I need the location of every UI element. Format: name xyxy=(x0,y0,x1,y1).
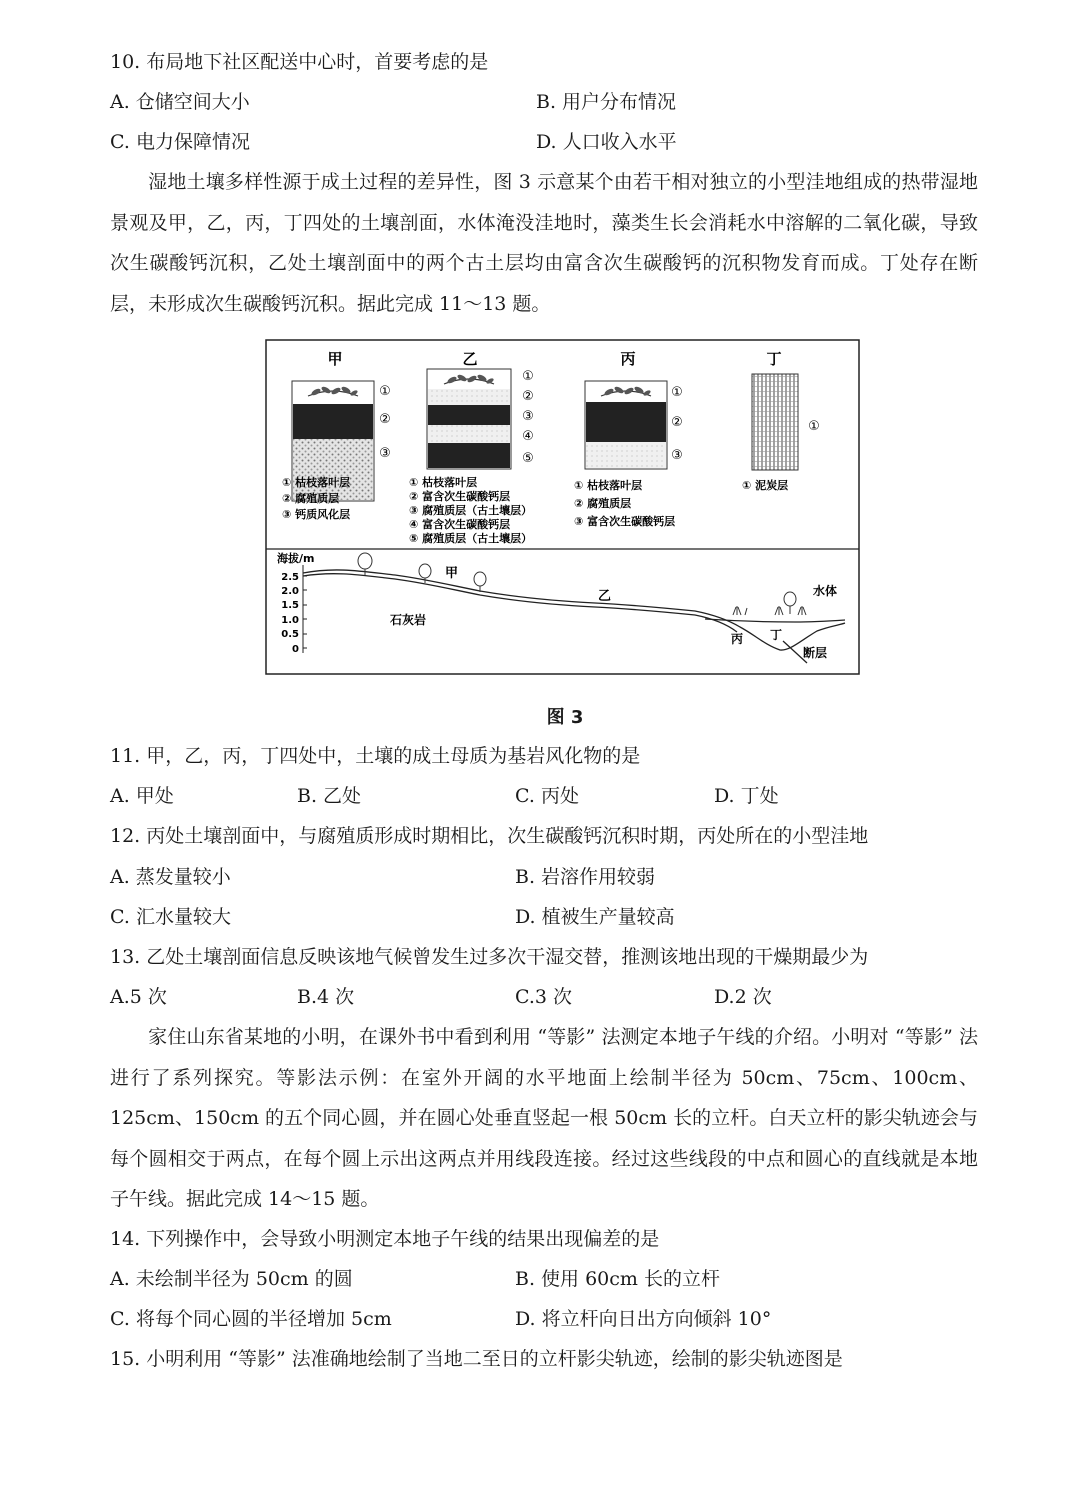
q14-option-b: B. 使用 60cm 长的立杆 xyxy=(515,1268,720,1290)
q10-option-d: D. 人口收入水平 xyxy=(536,131,677,153)
q10-option-b: B. 用户分布情况 xyxy=(536,91,677,113)
q11-stem: 11. 甲，乙，丙，丁四处中，土壤的成土母质为基岩风化物的是 xyxy=(110,745,641,767)
q12-option-d: D. 植被生产量较高 xyxy=(515,906,675,928)
yi-legend-5: ⑤ 腐殖质层（古土壤层） xyxy=(409,532,533,545)
q13-option-a: A.5 次 xyxy=(110,986,167,1008)
q13-option-d: D.2 次 xyxy=(714,986,772,1008)
jia-legend-3: ③ 钙质风化层 xyxy=(282,508,351,521)
q11-option-c: C. 丙处 xyxy=(515,785,579,807)
passage-shadow-text: 家住山东省某地的小明，在课外书中看到利用 “等影” 法测定本地子午线的介绍。小明对 “等影” 法进行了系列探究。等影法示例：在室外开阔的水平地面上绘制半径为 50cm、75cm、100cm、125cm、150cm 的五个同心圆，并在圆心处垂直竖起一根 50cm 长的立杆。白天立杆的影尖轨迹会与每个圆相交于两点，在每个圆上示出这两点并用线段连接。经过这些线段的中点和圆心的直线就是本地子午线。据此完成 14～15 题。 xyxy=(110,1026,978,1210)
q12-option-c: C. 汇水量较大 xyxy=(110,906,231,928)
q13-stem: 13. 乙处土壤剖面信息反映该地气候曾发生过多次干湿交替，推测该地出现的干燥期最少为 xyxy=(110,946,869,968)
profile-bing-title: 丙 xyxy=(620,350,636,368)
section-label-jia: 甲 xyxy=(445,566,459,581)
q14-option-d: D. 将立杆向日出方向倾斜 10° xyxy=(515,1308,772,1330)
profile-bing-column xyxy=(585,381,667,469)
q10-option-c: C. 电力保障情况 xyxy=(110,131,250,153)
profile-ding-title: 丁 xyxy=(766,350,782,368)
bing-layer-2: ② xyxy=(671,415,683,430)
section-label-ding: 丁 xyxy=(770,628,783,642)
ytick-2.0: 2.0 xyxy=(281,586,299,597)
q11-option-b: B. 乙处 xyxy=(297,785,362,807)
q11-option-a: A. 甲处 xyxy=(110,785,174,807)
figure-3 xyxy=(265,339,860,675)
ytick-0: 0 xyxy=(292,644,299,655)
jia-layer-1: ① xyxy=(379,384,391,399)
q10-option-a: A. 仓储空间大小 xyxy=(110,91,250,113)
q12-option-b: B. 岩溶作用较弱 xyxy=(515,866,656,888)
q13-option-b: B.4 次 xyxy=(297,986,355,1008)
ytick-0.5: 0.5 xyxy=(281,629,299,640)
section-label-yi: 乙 xyxy=(598,589,612,604)
passage-wetland-text: 湿地土壤多样性源于成土过程的差异性，图 3 示意某个由若干相对独立的小型洼地组成的热带湿地景观及甲，乙，丙，丁四处的土壤剖面，水体淹没洼地时，藻类生长会消耗水中溶解的二氧化碳，导致次生碳酸钙沉积，乙处土壤剖面中的两个古土层均由富含次生碳酸钙的沉积物发育而成。丁处存在断层，未形成次生碳酸钙沉积。据此完成 11～13 题。 xyxy=(110,171,978,315)
ytick-1.0: 1.0 xyxy=(281,615,299,626)
jia-legend-2: ② 腐殖质层 xyxy=(282,492,340,505)
passage-wetland xyxy=(110,162,978,324)
q15-stem: 15. 小明利用 “等影” 法准确地绘制了当地二至日的立杆影尖轨迹，绘制的影尖轨迹图是 xyxy=(110,1348,843,1370)
ding-legend-1: ① 泥炭层 xyxy=(742,479,789,492)
section-label-bing: 丙 xyxy=(731,632,744,646)
section-ylabel: 海拔/m xyxy=(277,552,315,565)
yi-layer-2: ② xyxy=(522,389,534,404)
yi-layer-4: ④ xyxy=(522,429,534,444)
profile-yi-title: 乙 xyxy=(462,350,478,368)
profile-jia-title: 甲 xyxy=(327,350,343,368)
bing-legend-3: ③ 富含次生碳酸钙层 xyxy=(574,515,676,528)
passage-shadow-method xyxy=(110,1017,978,1220)
profile-yi-column xyxy=(427,369,511,469)
section-label-water: 水体 xyxy=(813,584,838,598)
figure-caption: 图 3 xyxy=(546,707,584,728)
ytick-1.5: 1.5 xyxy=(281,600,299,611)
q12-option-a: A. 蒸发量较小 xyxy=(110,866,231,888)
q10-stem: 10. 布局地下社区配送中心时，首要考虑的是 xyxy=(110,51,489,73)
profile-ding-column xyxy=(752,374,798,470)
yi-legend-4: ④ 富含次生碳酸钙层 xyxy=(409,518,511,531)
bing-legend-1: ① 枯枝落叶层 xyxy=(574,479,643,492)
yi-layer-3: ③ xyxy=(522,409,534,424)
yi-layer-1: ① xyxy=(522,369,534,384)
q14-option-c: C. 将每个同心圆的半径增加 5cm xyxy=(110,1308,392,1330)
bing-legend-2: ② 腐殖质层 xyxy=(574,497,632,510)
q13-option-c: C.3 次 xyxy=(515,986,573,1008)
section-label-fault: 断层 xyxy=(803,646,828,660)
ding-layer-1: ① xyxy=(808,419,820,434)
q14-option-a: A. 未绘制半径为 50cm 的圆 xyxy=(110,1268,353,1290)
bing-layer-3: ③ xyxy=(671,448,683,463)
q11-option-d: D. 丁处 xyxy=(714,785,779,807)
jia-layer-3: ③ xyxy=(379,446,391,461)
yi-layer-5: ⑤ xyxy=(522,451,534,466)
jia-legend-1: ① 枯枝落叶层 xyxy=(282,476,351,489)
q14-stem: 14. 下列操作中，会导致小明测定本地子午线的结果出现偏差的是 xyxy=(110,1228,660,1250)
q12-stem: 12. 丙处土壤剖面中，与腐殖质形成时期相比，次生碳酸钙沉积时期，丙处所在的小型洼地 xyxy=(110,825,869,847)
jia-layer-2: ② xyxy=(379,412,391,427)
yi-legend-3: ③ 腐殖质层（古土壤层） xyxy=(409,504,533,517)
yi-legend-2: ② 富含次生碳酸钙层 xyxy=(409,490,511,503)
ytick-2.5: 2.5 xyxy=(281,572,299,583)
yi-legend-1: ① 枯枝落叶层 xyxy=(409,476,478,489)
bing-layer-1: ① xyxy=(671,385,683,400)
section-label-rock: 石灰岩 xyxy=(390,613,427,627)
